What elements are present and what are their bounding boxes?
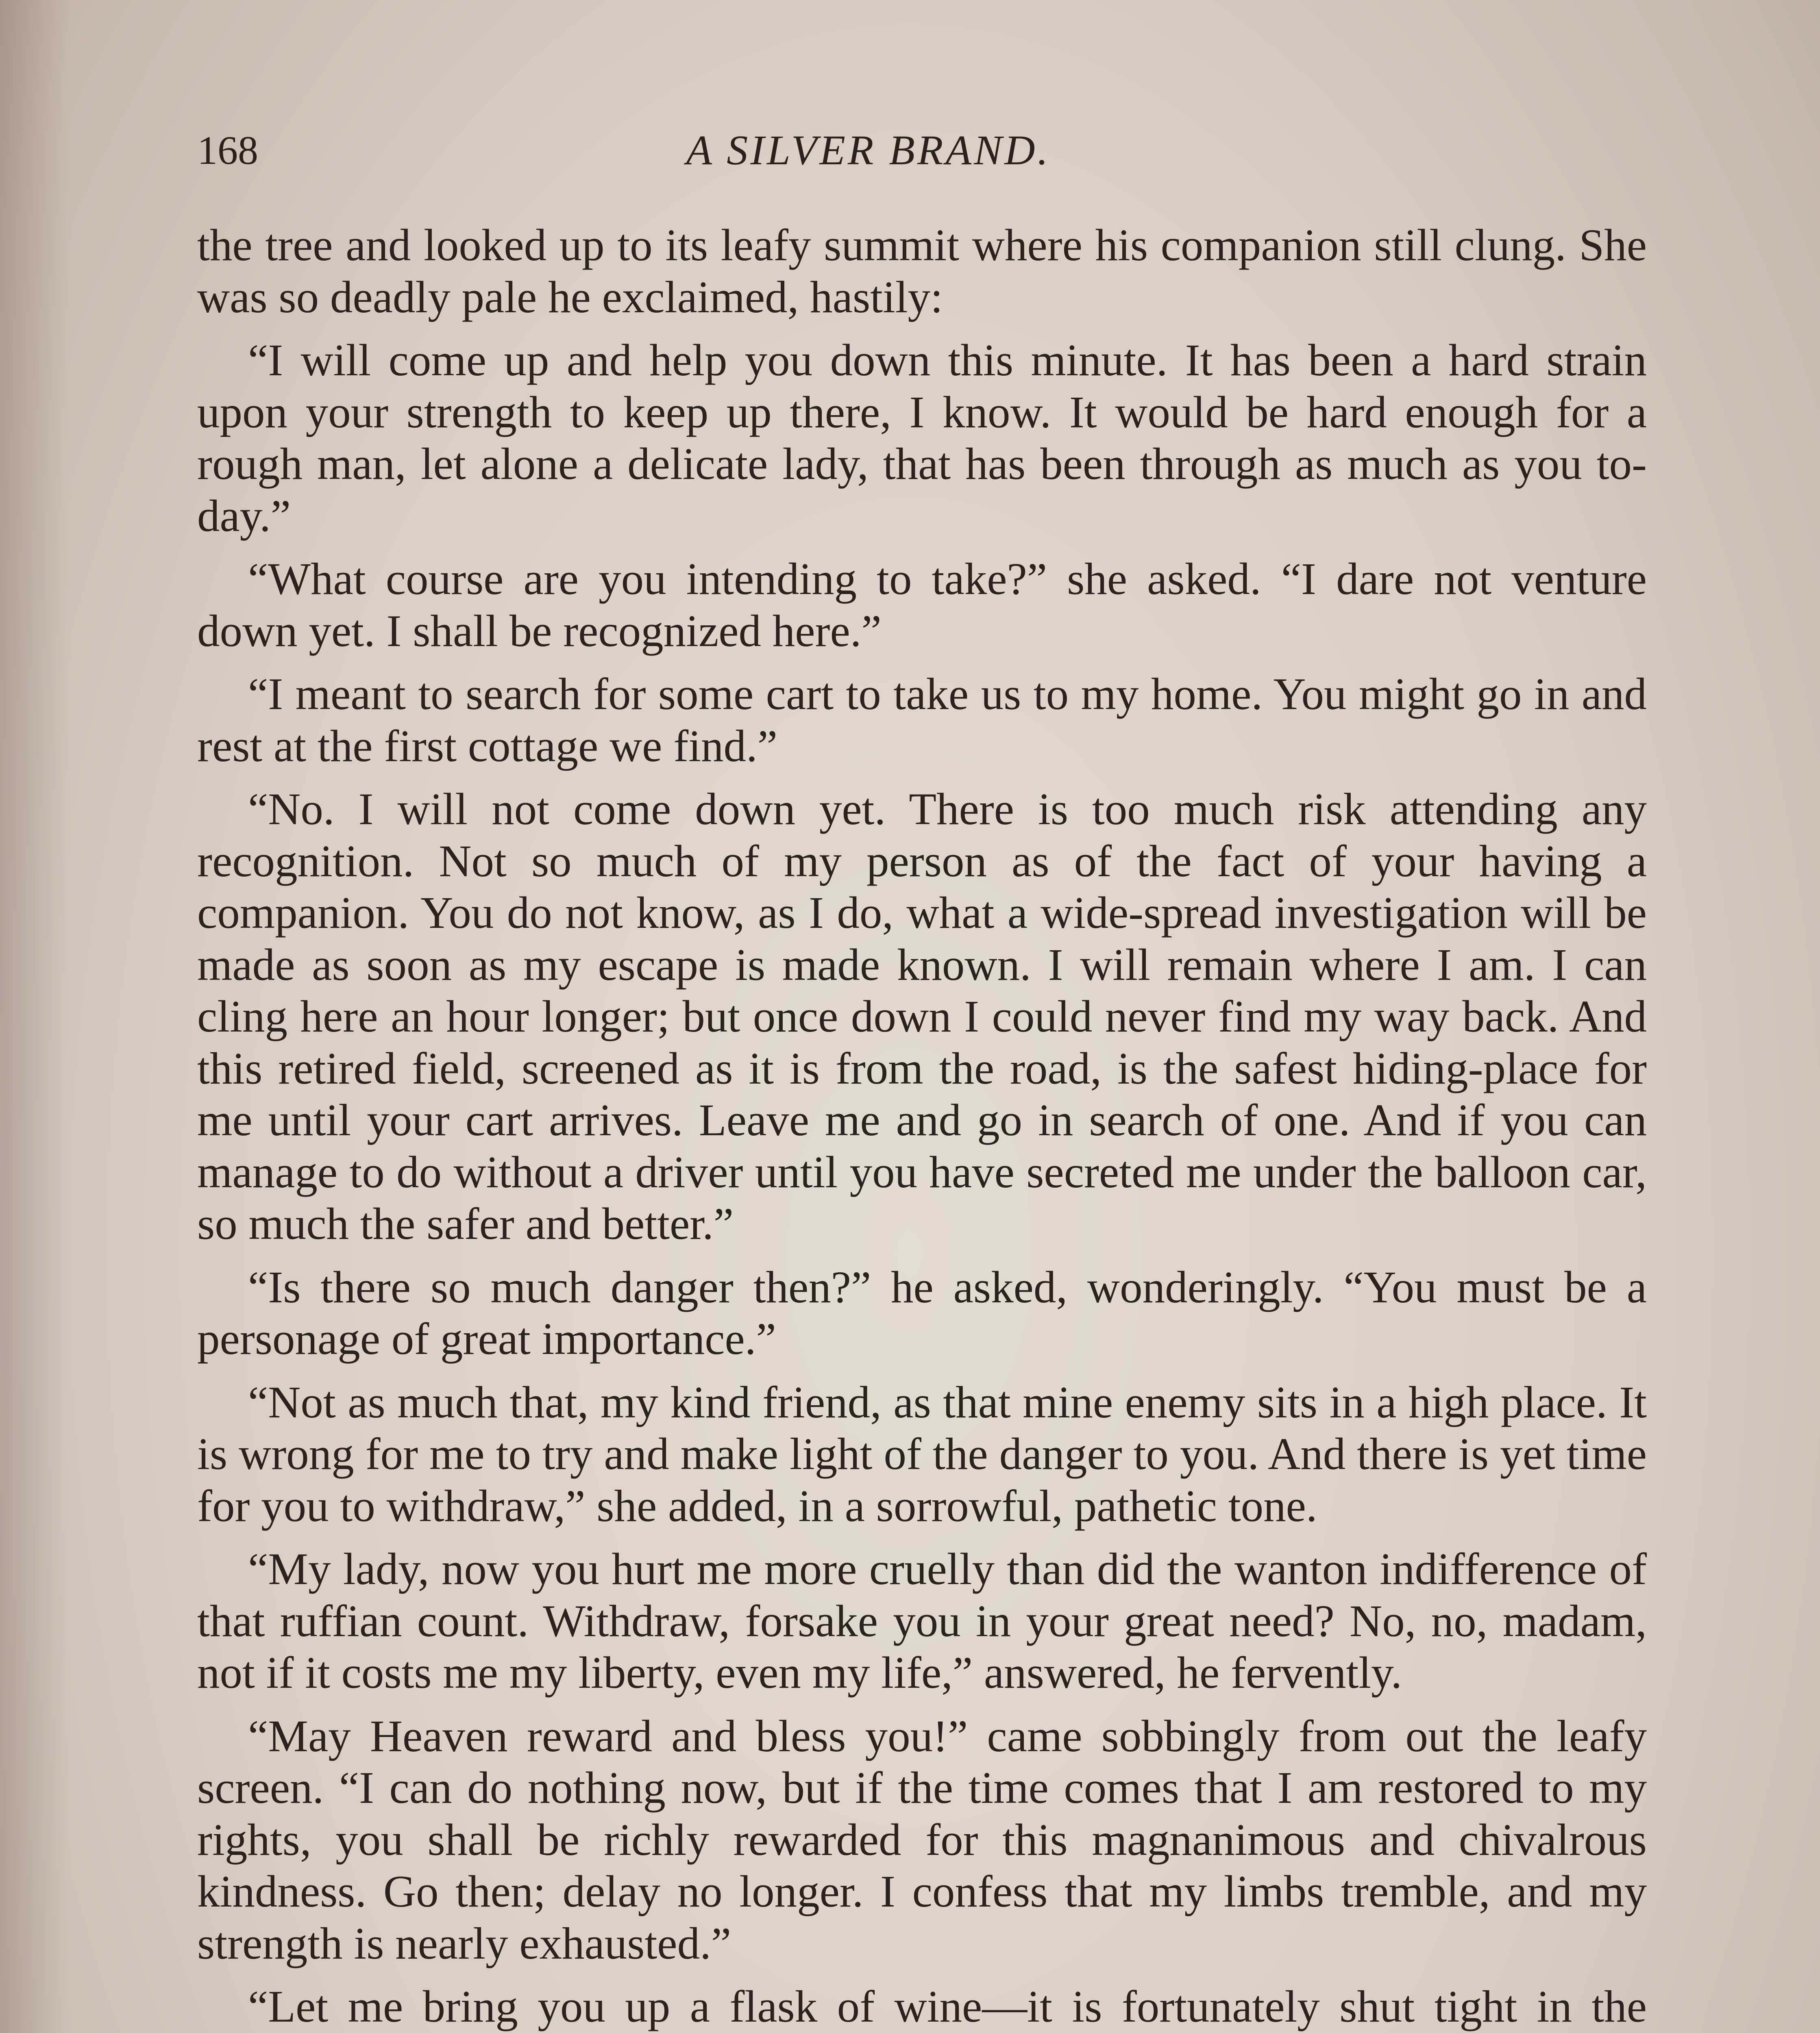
paragraph: “What course are you intending to take?” she asked. “I dare not venture down yet. I shall be recognized here.” [197,554,1647,656]
running-title: A SILVER BRAND. [686,127,1051,174]
running-header [197,122,1641,179]
paragraph: “Is there so much danger then?” he asked, wonderingly. “You must be a personage of great importance.” [197,1262,1647,1364]
paragraph: “I will come up and help you down this minute. It has been a hard strain upon your strength to keep up there, I know. It would be hard enough for a rough man, let alone a delicate lady, that has been through as much as you to-day.” [197,335,1647,541]
paragraph: “May Heaven reward and bless you!” came sobbingly from out the leafy screen. “I can do nothing now, but if the time comes that I am restored to my rights, you shall be richly rewarded for this magnanimous and chivalrous kindness. Go then; delay no longer. I confess that my limbs tremble, and my strength is nearly exhausted.” [197,1711,1647,1969]
paragraph: “Not as much that, my kind friend, as that mine enemy sits in a high place. It is wrong for me to try and make light of the danger to you. And there is yet time for you to withdraw,” she added, in a sorrowful, pathetic tone. [197,1377,1647,1531]
paragraph: “My lady, now you hurt me more cruelly than did the wanton indifference of that ruffian count. Withdraw, forsake you in your great need? No, no, madam, not if it costs me my liberty, even my life,” answered, he fervently. [197,1544,1647,1698]
page-shadow-left [0,0,69,2033]
paragraph: the tree and looked up to its leafy summit where his companion still clung. She was so deadly pale he exclaimed, hastily: [197,220,1647,322]
body-text [197,220,1647,2033]
paragraph: “No. I will not come down yet. There is too much risk attending any recognition. Not so much of my person as of the fact of your having a companion. You do not know, as I do, what a wide-spread investigation will be made as soon as my escape is made known. I will remain where I am. I can cling here an hour longer; but once down I could never find my way back. And this retired field, screened as it is from the road, is the safest hiding-place for me until your cart arrives. Leave me and go in search of one. And if you can manage to do without a driver until you have secreted me under the balloon car, so much the safer and better.” [197,784,1647,1249]
page-number: 168 [197,128,258,173]
paragraph: “Let me bring you up a flask of wine—it is fortunately shut tight in the [248,1982,1647,2032]
paragraph: “I meant to search for some cart to take us to my home. You might go in and rest at the first cottage we find.” [197,669,1647,771]
